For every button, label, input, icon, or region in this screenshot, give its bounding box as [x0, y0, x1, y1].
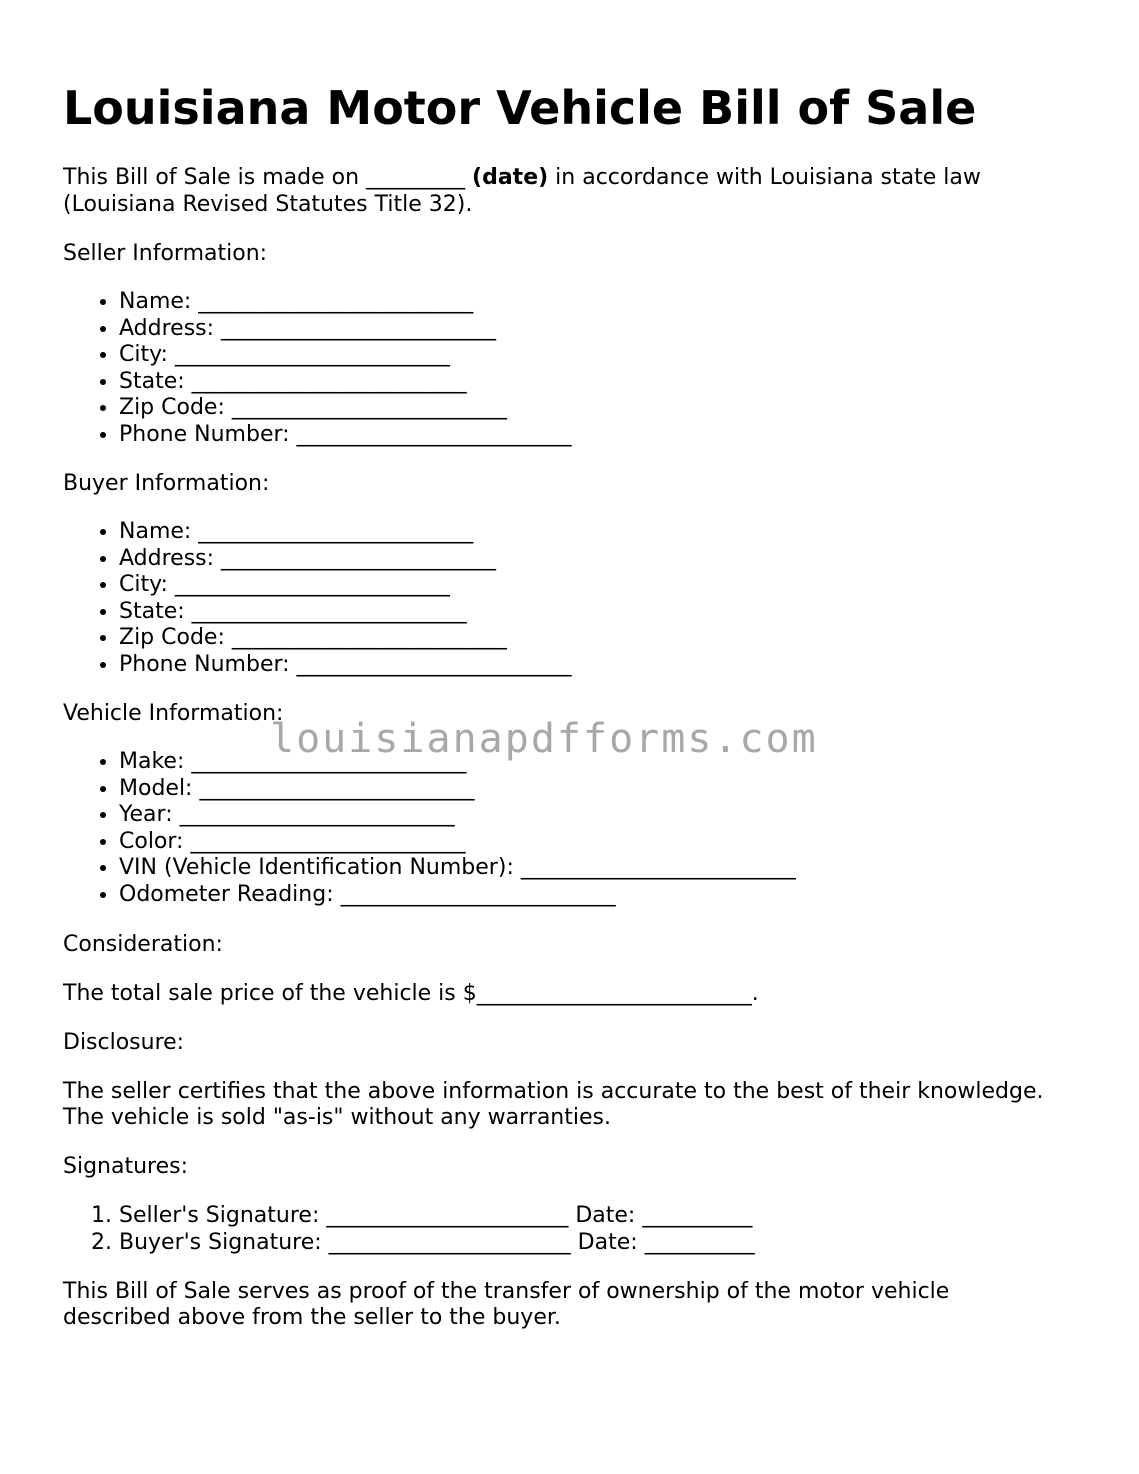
- intro-line-2: (Louisiana Revised Statutes Title 32).: [63, 192, 473, 217]
- buyer-list: [63, 519, 572, 678]
- intro-date-label: (date): [472, 165, 549, 190]
- seller-phone-field: • Phone Number: _________________________: [119, 422, 572, 449]
- buyer-name-field: • Name: _________________________: [119, 519, 572, 546]
- vehicle-year-field: • Year: _________________________: [119, 802, 796, 829]
- sale-price-line: The total sale price of the vehicle is $_________________________.: [63, 981, 759, 1006]
- closing-line-1: This Bill of Sale serves as proof of the transfer of ownership of the motor vehicle: [63, 1279, 950, 1304]
- vehicle-list: [63, 749, 796, 908]
- buyer-signature-line: 2. Buyer's Signature: ______________________ Date: __________: [119, 1230, 755, 1257]
- buyer-state-field: • State: _________________________: [119, 599, 572, 626]
- signatures-list: [63, 1203, 755, 1256]
- buyer-zip-field: • Zip Code: _________________________: [119, 625, 572, 652]
- signatures-heading: Signatures:: [63, 1154, 189, 1179]
- buyer-heading: Buyer Information:: [63, 471, 270, 496]
- intro-post: in accordance with Louisiana state law: [548, 165, 981, 190]
- seller-name-field: • Name: _________________________: [119, 289, 572, 316]
- buyer-address-field: • Address: _________________________: [119, 546, 572, 573]
- seller-heading: Seller Information:: [63, 241, 268, 266]
- vehicle-make-field: • Make: _________________________: [119, 749, 796, 776]
- consideration-heading: Consideration:: [63, 932, 223, 957]
- seller-zip-field: • Zip Code: _________________________: [119, 395, 572, 422]
- intro-line-1: [63, 164, 981, 191]
- seller-state-field: • State: _________________________: [119, 369, 572, 396]
- disclosure-line-1: The seller certifies that the above information is accurate to the best of their knowledge.: [63, 1079, 1044, 1104]
- seller-address-field: • Address: _________________________: [119, 316, 572, 343]
- intro-pre: This Bill of Sale is made on _________: [63, 165, 473, 190]
- seller-signature-line: 1. Seller's Signature: ______________________ Date: __________: [119, 1203, 755, 1230]
- disclosure-heading: Disclosure:: [63, 1030, 185, 1055]
- page-title: Louisiana Motor Vehicle Bill of Sale: [63, 81, 977, 135]
- closing-line-2: described above from the seller to the buyer.: [63, 1305, 561, 1330]
- buyer-phone-field: • Phone Number: _________________________: [119, 652, 572, 679]
- vehicle-heading: Vehicle Information:: [63, 701, 284, 726]
- watermark: louisianapdfforms.com: [270, 716, 818, 762]
- seller-list: [63, 289, 572, 448]
- seller-city-field: • City: _________________________: [119, 342, 572, 369]
- vehicle-color-field: • Color: _________________________: [119, 829, 796, 856]
- vehicle-odometer-field: • Odometer Reading: _________________________: [119, 882, 796, 909]
- disclosure-line-2: The vehicle is sold "as-is" without any warranties.: [63, 1105, 611, 1130]
- buyer-city-field: • City: _________________________: [119, 572, 572, 599]
- vehicle-vin-field: • VIN (Vehicle Identification Number): _________________________: [119, 855, 796, 882]
- vehicle-model-field: • Model: _________________________: [119, 776, 796, 803]
